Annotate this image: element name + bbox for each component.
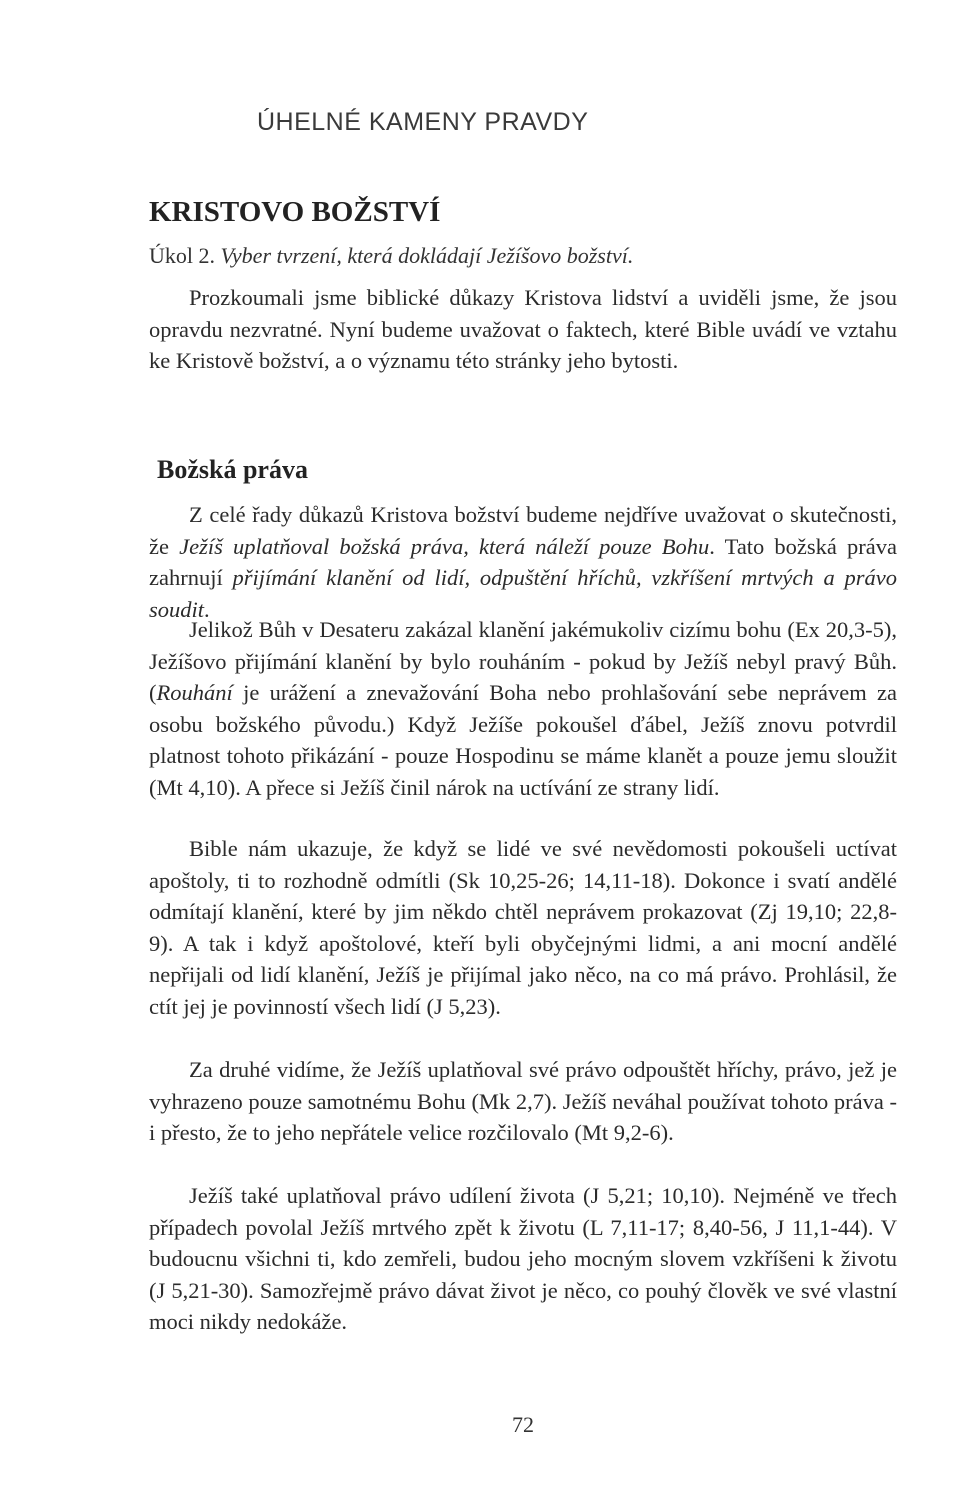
- page-number: 72: [512, 1412, 534, 1437]
- intro-paragraph: Prozkoumali jsme biblické důkazy Kristova lidství a uviděli jsme, že jsou opravdu nezvratné. Nyní budeme uvažovat o faktech, které Bible uvádí ve vztahu ke Kristově božství, a o významu této stránky jeho bytosti.: [149, 285, 897, 374]
- section-paragraph-3: [149, 833, 897, 1023]
- section-heading: Božská práva: [157, 455, 308, 484]
- p3-text: Bible nám ukazuje, že když se lidé ve své nevědomosti pokoušeli uctívat apoštoly, ti to rozhodně odmítli (Sk 10,25-26; 14,11-18). Dokonce i svatí andělé odmítají klanění, které by jim někdo chtěl neprávem prokazovat (Zj 19,10; 22,8-9). A tak i když apoštolové, kteří byli obyčejnými lidmi, a ani mocní andělé nepřijali od lidí klanění, Ježíš je přijímal jako něco, na co má právo. Prohlásil, že ctít jej je povinností všech lidí (J 5,23).: [149, 836, 897, 1019]
- p2-text-c: je urážení a znevažování Boha nebo prohlašování sebe neprávem za osobu božského původu.) Když Ježíše pokoušel ďábel, Ježíš znovu potvrdil platnost tohoto přikázání - pouze Hospodinu se máme klanět a pouze jemu sloužit (Mt 4,10). A přece si Ježíš činil nárok na uctívání ze strany lidí.: [149, 680, 897, 800]
- section-paragraph-4: [149, 1054, 897, 1149]
- task-label: Úkol 2.: [149, 243, 215, 268]
- p1-emphasis-rights: Ježíš uplatňoval božská práva, která náleží pouze Bohu: [179, 533, 710, 559]
- p1-emphasis-list: přijímání klanění od lidí, odpuštění hříchů, vzkříšení mrtvých a právo soudit: [149, 565, 897, 622]
- section-paragraph-1: [149, 499, 897, 625]
- book-page: [149, 0, 897, 1490]
- p1-text-c: . Tato božská práva zahrnují: [149, 533, 897, 591]
- p2-emphasis-blasphemy: Rouhání: [156, 680, 233, 706]
- p4-text: Za druhé vidíme, že Ježíš uplatňoval své právo odpouštět hříchy, právo, jež je vyhrazeno pouze samotnému Bohu (Mk 2,7). Ježíš neváhal používat tohoto práva - i přesto, že to jeho nepřátele velice rozčilovalo (Mt 9,2-6).: [149, 1057, 897, 1146]
- running-head: ÚHELNÉ KAMENY PRAVDY: [257, 108, 589, 136]
- p5-text: Ježíš také uplatňoval právo udílení života (J 5,21; 10,10). Nejméně ve třech případech povolal Ježíš mrtvého zpět k životu (L 7,11-17; 8,40-56, J 11,1-44). V budoucnu všichni ti, kdo zemřeli, budou jeho mocným slovem vzkříšeni k životu (J 5,21-30). Samozřejmě právo dávat život je něco, co pouhý člověk ve své vlastní moci nikdy nedokáže.: [149, 1183, 897, 1335]
- section-paragraph-2: [149, 614, 897, 804]
- task-text: Vyber tvrzení, která dokládají Ježíšovo božství.: [220, 243, 634, 268]
- p1-text-e: .: [204, 596, 210, 622]
- section-paragraph-5: [149, 1180, 897, 1338]
- p1-text-a: Z celé řady důkazů Kristova božství budeme nejdříve uvažovat o skutečnosti, že: [149, 502, 897, 559]
- p2-text-a: Jelikož Bůh v Desateru zakázal klanění jakémukoliv cizímu bohu (Ex 20,3-5), Ježíšovo přijímání klanění by bylo rouháním - pokud by Ježíš nebyl pravý Bůh. (: [149, 617, 897, 706]
- section-divine-rights: [149, 0, 897, 1490]
- chapter-title: KRISTOVO BOŽSTVÍ: [149, 196, 441, 228]
